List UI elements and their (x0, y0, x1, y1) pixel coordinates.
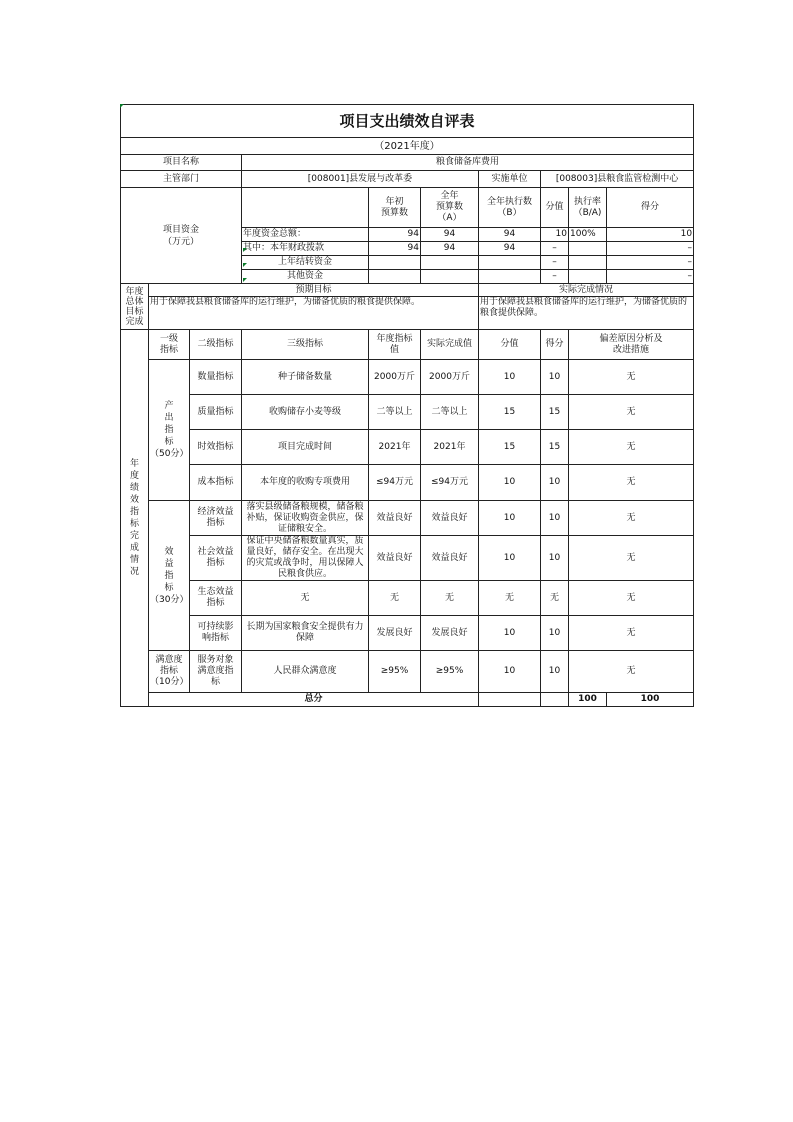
funds-header-blank (242, 188, 369, 228)
indicator-l3: 保证中央储备粮数量真实，质量良好，储存安全。在出现大的灾荒或战争时，用以保障人民粮食供应。 (242, 536, 369, 581)
total-blank (479, 693, 541, 707)
carryover-full-year (421, 256, 479, 270)
actual-completion-header: 实际完成情况 (479, 284, 694, 297)
indicator-actual: 二等以上 (421, 395, 479, 430)
indicator-actual: 无 (421, 581, 479, 616)
total-full-year: 94 (421, 228, 479, 242)
total-score: 100 (607, 693, 694, 707)
indicator-l2: 数量指标 (190, 360, 242, 395)
total-score: 10 (607, 228, 694, 242)
fiscal-initial: 94 (369, 242, 421, 256)
carryover-score-value: – (541, 256, 569, 270)
indicator-l3: 人民群众满意度 (242, 651, 369, 693)
total-label: 总分 (149, 693, 479, 707)
indicator-l3: 项目完成时间 (242, 430, 369, 465)
indicator-actual: ≥95% (421, 651, 479, 693)
indicator-deviation: 无 (569, 465, 694, 501)
indicator-actual: ≤94万元 (421, 465, 479, 501)
indicator-value: 10 (479, 465, 541, 501)
indicator-score: 10 (541, 501, 569, 536)
expected-goal-text: 用于保障我县粮食储备库的运行维护，为储备优质的粮食提供保障。 (149, 297, 479, 330)
indicator-l2: 质量指标 (190, 395, 242, 430)
indicator-target: 2000万斤 (369, 360, 421, 395)
indicator-value: 15 (479, 430, 541, 465)
header-score-value: 分值 (479, 330, 541, 360)
total-executed: 94 (479, 228, 541, 242)
fiscal-exec-rate (569, 242, 607, 256)
row-carryover-label: 上年结转资金 (242, 256, 369, 270)
indicator-value: 10 (479, 651, 541, 693)
header-level1: 一级 指标 (149, 330, 190, 360)
fiscal-score-value: – (541, 242, 569, 256)
total-blank (541, 693, 569, 707)
row-other-label: 其他资金 (242, 270, 369, 284)
col-exec-rate: 执行率 （B/A) (569, 188, 607, 228)
indicator-target: 效益良好 (369, 536, 421, 581)
implementer-value: [008003]县粮食监管检测中心 (541, 171, 694, 188)
project-name-value: 粮食储备库费用 (242, 155, 694, 171)
implementer-label: 实施单位 (479, 171, 541, 188)
indicator-target: ≥95% (369, 651, 421, 693)
performance-self-evaluation-sheet (120, 104, 693, 707)
total-initial: 94 (369, 228, 421, 242)
indicator-actual: 效益良好 (421, 501, 479, 536)
header-level2: 二级指标 (190, 330, 242, 360)
col-initial-budget: 年初 预算数 (369, 188, 421, 228)
indicator-score: 10 (541, 536, 569, 581)
header-level3: 三级指标 (242, 330, 369, 360)
indicator-target: ≤94万元 (369, 465, 421, 501)
indicator-value: 10 (479, 536, 541, 581)
other-initial (369, 270, 421, 284)
indicator-l2: 时效指标 (190, 430, 242, 465)
group-benefit-label: 效 益 指 标 （30分） (149, 501, 190, 651)
col-score-value: 分值 (541, 188, 569, 228)
indicator-deviation: 无 (569, 501, 694, 536)
overall-goal-label: 年度 总体 目标 完成 (121, 284, 149, 330)
header-target: 年度指标 值 (369, 330, 421, 360)
indicator-target: 无 (369, 581, 421, 616)
indicator-value: 无 (479, 581, 541, 616)
fiscal-executed: 94 (479, 242, 541, 256)
total-score-value: 100 (569, 693, 607, 707)
indicator-score: 10 (541, 651, 569, 693)
indicator-l2: 服务对象 满意度指 标 (190, 651, 242, 693)
actual-completion-text: 用于保障我县粮食储备库的运行维护，为储备优质的粮食提供保障。 (479, 297, 694, 330)
funds-label: 项目资金 （万元） (121, 188, 242, 284)
row-fiscal-label: 其中：本年财政拨款 (242, 242, 369, 256)
indicator-score: 15 (541, 430, 569, 465)
indicator-l3: 落实县级储备粮规模，储备粮补贴，保证收购资金供应，保证储粮安全。 (242, 501, 369, 536)
total-score-value: 10 (541, 228, 569, 242)
indicator-l3: 本年度的收购专项费用 (242, 465, 369, 501)
indicator-l3: 无 (242, 581, 369, 616)
group-output-label: 产 出 指 标 （50分） (149, 360, 190, 501)
expected-goal-header: 预期目标 (149, 284, 479, 297)
col-executed: 全年执行数（B） (479, 188, 541, 228)
indicator-target: 二等以上 (369, 395, 421, 430)
indicator-deviation: 无 (569, 581, 694, 616)
indicator-actual: 2000万斤 (421, 360, 479, 395)
indicator-value: 15 (479, 395, 541, 430)
evaluation-table (120, 104, 694, 707)
indicator-score: 15 (541, 395, 569, 430)
carryover-executed (479, 256, 541, 270)
other-executed (479, 270, 541, 284)
indicator-actual: 效益良好 (421, 536, 479, 581)
carryover-score: – (607, 256, 694, 270)
header-score: 得分 (541, 330, 569, 360)
col-score: 得分 (607, 188, 694, 228)
cell-marker-icon (243, 248, 247, 252)
indicator-score: 无 (541, 581, 569, 616)
indicator-actual: 发展良好 (421, 616, 479, 651)
col-full-year-budget: 全年 预算数 （A） (421, 188, 479, 228)
indicator-value: 10 (479, 360, 541, 395)
indicator-actual: 2021年 (421, 430, 479, 465)
cell-marker-icon (243, 263, 247, 267)
indicator-deviation: 无 (569, 616, 694, 651)
indicator-value: 10 (479, 616, 541, 651)
indicator-score: 10 (541, 616, 569, 651)
other-exec-rate (569, 270, 607, 284)
other-score-value: – (541, 270, 569, 284)
cell-marker-icon (243, 278, 247, 282)
total-exec-rate: 100% (569, 228, 607, 242)
indicator-deviation: 无 (569, 360, 694, 395)
indicator-value: 10 (479, 501, 541, 536)
indicator-score: 10 (541, 465, 569, 501)
page-title: 项目支出绩效自评表 (121, 105, 694, 138)
row-total-funds-label: 年度资金总额： (242, 228, 369, 242)
indicator-score: 10 (541, 360, 569, 395)
indicator-l3: 长期为国家粮食安全提供有力保障 (242, 616, 369, 651)
indicator-target: 效益良好 (369, 501, 421, 536)
indicator-deviation: 无 (569, 395, 694, 430)
header-actual: 实际完成值 (421, 330, 479, 360)
indicator-target: 发展良好 (369, 616, 421, 651)
indicator-l2: 可持续影 响指标 (190, 616, 242, 651)
indicator-l2: 成本指标 (190, 465, 242, 501)
cell-marker-icon (120, 104, 124, 108)
indicator-target: 2021年 (369, 430, 421, 465)
group-satisfaction-label: 满意度 指标 （10分） (149, 651, 190, 693)
fiscal-score: – (607, 242, 694, 256)
indicator-l3: 种子储备数量 (242, 360, 369, 395)
fiscal-full-year: 94 (421, 242, 479, 256)
department-label: 主管部门 (121, 171, 242, 188)
indicator-deviation: 无 (569, 651, 694, 693)
indicator-deviation: 无 (569, 536, 694, 581)
report-year: （2021年度） (121, 138, 694, 155)
department-value: [008001]县发展与改革委 (242, 171, 479, 188)
indicator-l2: 社会效益 指标 (190, 536, 242, 581)
other-score: – (607, 270, 694, 284)
indicator-l3: 收购储存小麦等级 (242, 395, 369, 430)
project-name-label: 项目名称 (121, 155, 242, 171)
indicator-l2: 生态效益 指标 (190, 581, 242, 616)
perf-section-label: 年 度 绩 效 指 标 完 成 情 况 (121, 330, 149, 707)
header-deviation: 偏差原因分析及 改进措施 (569, 330, 694, 360)
carryover-exec-rate (569, 256, 607, 270)
indicator-deviation: 无 (569, 430, 694, 465)
other-full-year (421, 270, 479, 284)
indicator-l2: 经济效益 指标 (190, 501, 242, 536)
carryover-initial (369, 256, 421, 270)
